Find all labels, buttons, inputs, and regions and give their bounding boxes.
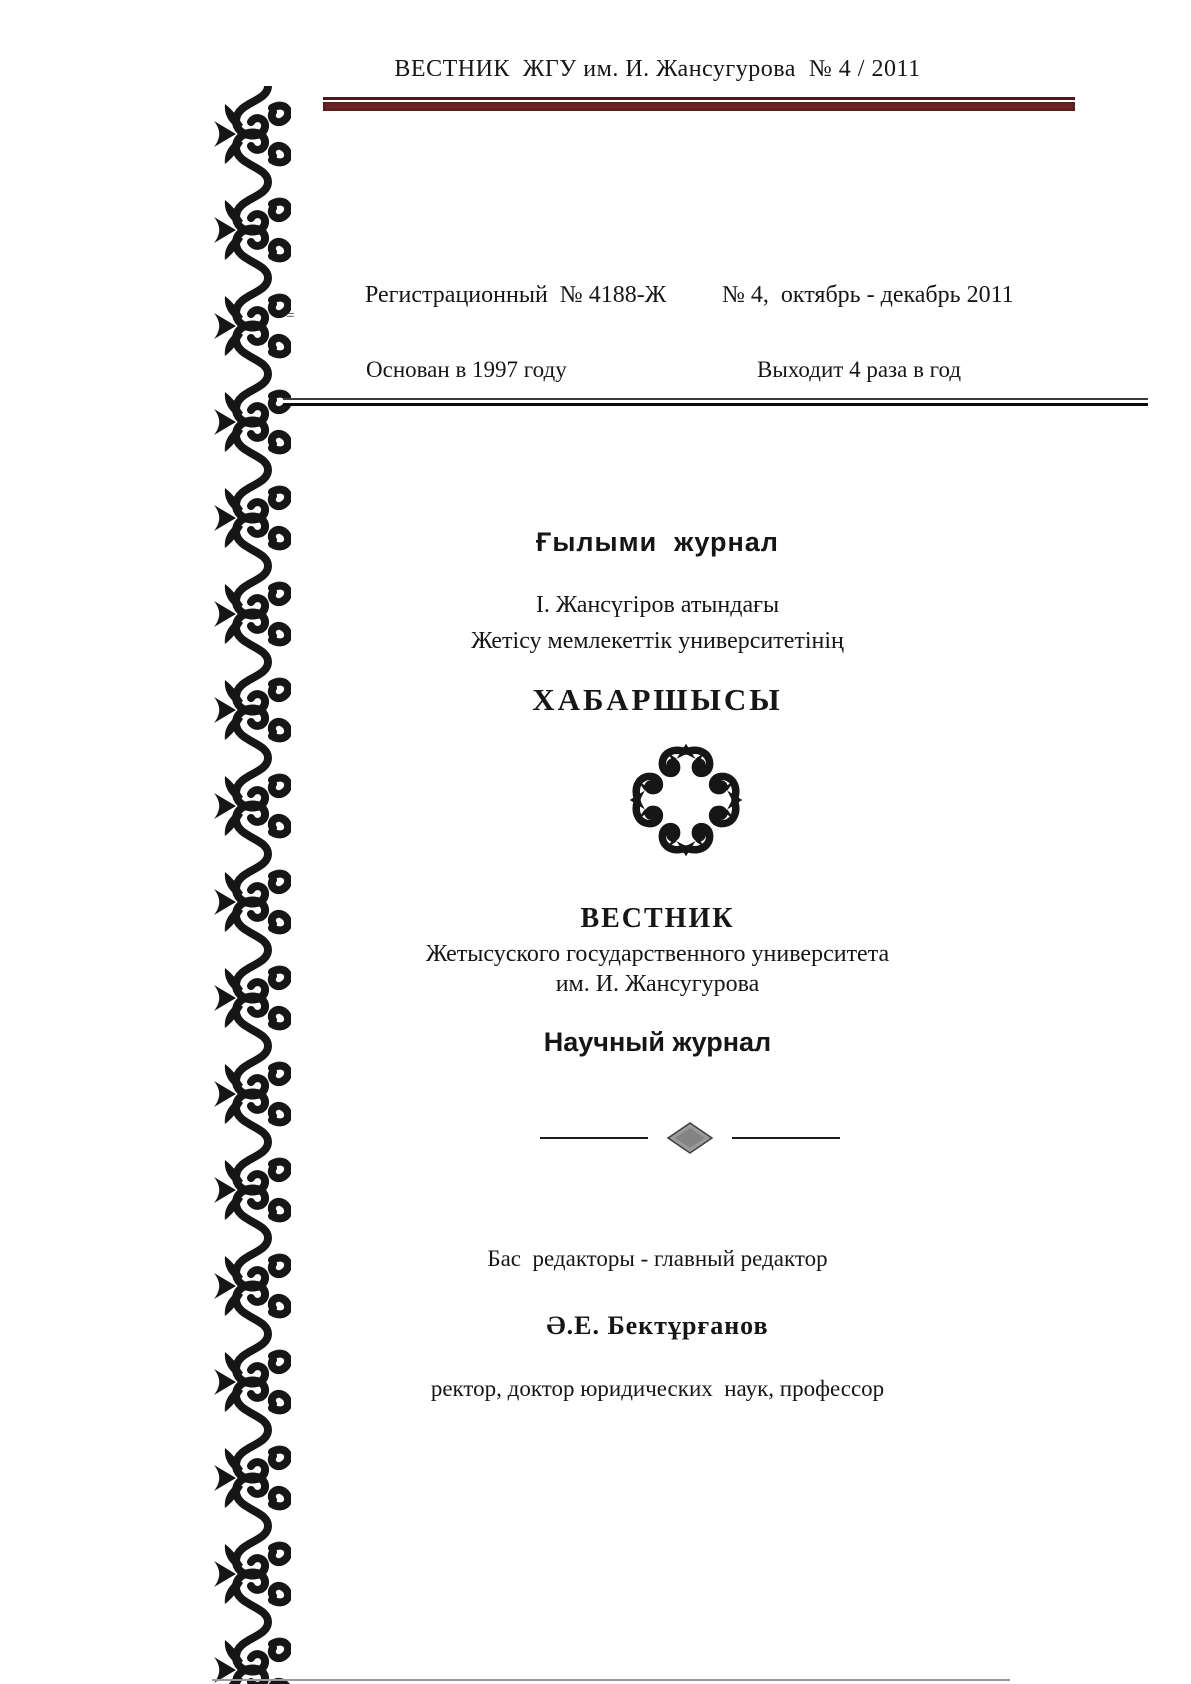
chief-editor-title: ректор, доктор юридических наук, профессор	[430, 1376, 885, 1401]
emblem-container	[328, 740, 1043, 865]
bottom-scan-line	[212, 1679, 1010, 1681]
chief-editor-name: Ә.Е. Бектұрғанов	[546, 1311, 769, 1340]
header-red-rule	[323, 97, 1075, 111]
kazakh-affiliation-line1: І. Жансүгіров атындағы	[535, 592, 780, 618]
russian-affiliation-line1: Жетысуского государственного университета	[425, 941, 890, 967]
gray-diamond-divider-icon	[666, 1122, 714, 1154]
kazakh-cross-ornament-emblem-icon	[611, 740, 761, 860]
kazakh-journal-title: ХАБАРШЫСЫ	[532, 682, 783, 717]
left-ornament-border	[206, 86, 295, 1684]
founded-year: Основан в 1997 году	[366, 357, 567, 382]
stray-scan-mark: =	[286, 308, 295, 324]
russian-journal-title: ВЕСТНИК	[580, 903, 735, 934]
kazakh-journal-type: Ғылыми журнал	[536, 527, 779, 557]
divider-left-line	[540, 1137, 648, 1139]
masthead-double-rule	[283, 398, 1148, 406]
kazakh-scroll-border-ornament-icon	[206, 86, 295, 1684]
running-head-title: ВЕСТНИК ЖГУ им. И. Жансугурова № 4 / 2011	[394, 56, 921, 82]
header-red-rule-thick-line	[323, 102, 1075, 111]
section-divider	[332, 1121, 1047, 1155]
divider-right-line	[732, 1137, 840, 1139]
russian-affiliation-line2: им. И. Жансугурова	[555, 971, 760, 997]
chief-editor-heading: Бас редакторы - главный редактор	[487, 1246, 828, 1271]
russian-journal-type: Научный журнал	[543, 1027, 772, 1057]
masthead-rule-bottom-line	[283, 403, 1148, 406]
publication-frequency: Выходит 4 раза в год	[757, 357, 962, 382]
issue-info: № 4, октябрь - декабрь 2011	[722, 282, 1014, 308]
kazakh-affiliation-line2: Жетісу мемлекеттік университетінің	[471, 628, 844, 654]
registration-number: Регистрационный № 4188-Ж	[365, 282, 667, 308]
